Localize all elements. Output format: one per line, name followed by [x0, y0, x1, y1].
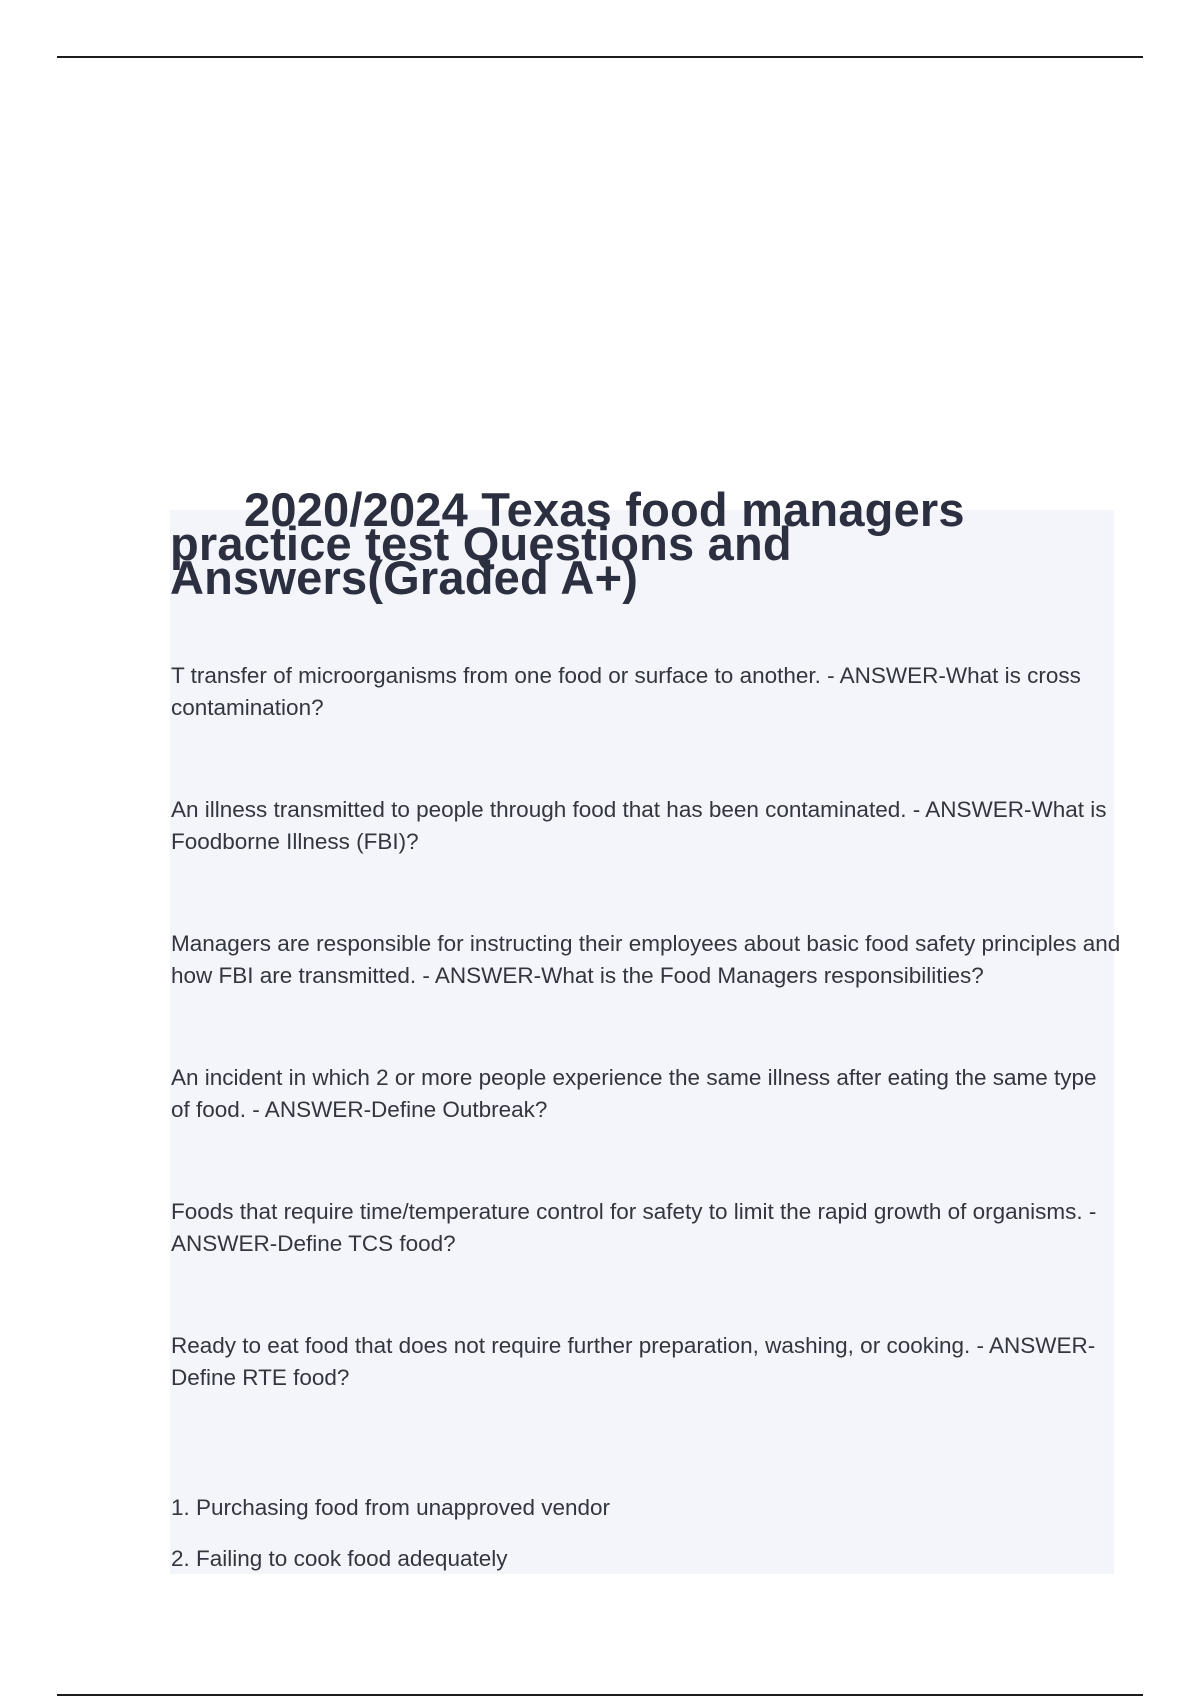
qa-item: Managers are responsible for instructing their employees about basic food safety principles and how FBI are transmitted. - ANSWER-What is the Food Managers responsibilities?: [171, 931, 1121, 988]
qa-list: [171, 660, 1121, 1464]
list-item: 1. Purchasing food from unapproved vendor: [171, 1495, 611, 1520]
qa-item: Ready to eat food that does not require further preparation, washing, or cooking. - ANSWER-Define RTE food?: [171, 1333, 1096, 1390]
document-title: 2020/2024 Texas food managers practice test Questions and Answers(Graded A+): [170, 483, 965, 604]
qa-item: Foods that require time/temperature control for safety to limit the rapid growth of organisms. - ANSWER-Define TCS food?: [171, 1199, 1097, 1256]
numbered-list: [171, 1492, 1071, 1594]
top-rule: [57, 56, 1143, 58]
bottom-rule: [57, 1694, 1143, 1696]
qa-item: T transfer of microorganisms from one food or surface to another. - ANSWER-What is cross contamination?: [171, 663, 1081, 720]
qa-item: An incident in which 2 or more people experience the same illness after eating the same type of food. - ANSWER-Define Outbreak?: [171, 1065, 1097, 1122]
list-item: 2. Failing to cook food adequately: [171, 1546, 508, 1571]
qa-item: An illness transmitted to people through food that has been contaminated. - ANSWER-What is Foodborne Illness (FBI)?: [171, 797, 1107, 854]
